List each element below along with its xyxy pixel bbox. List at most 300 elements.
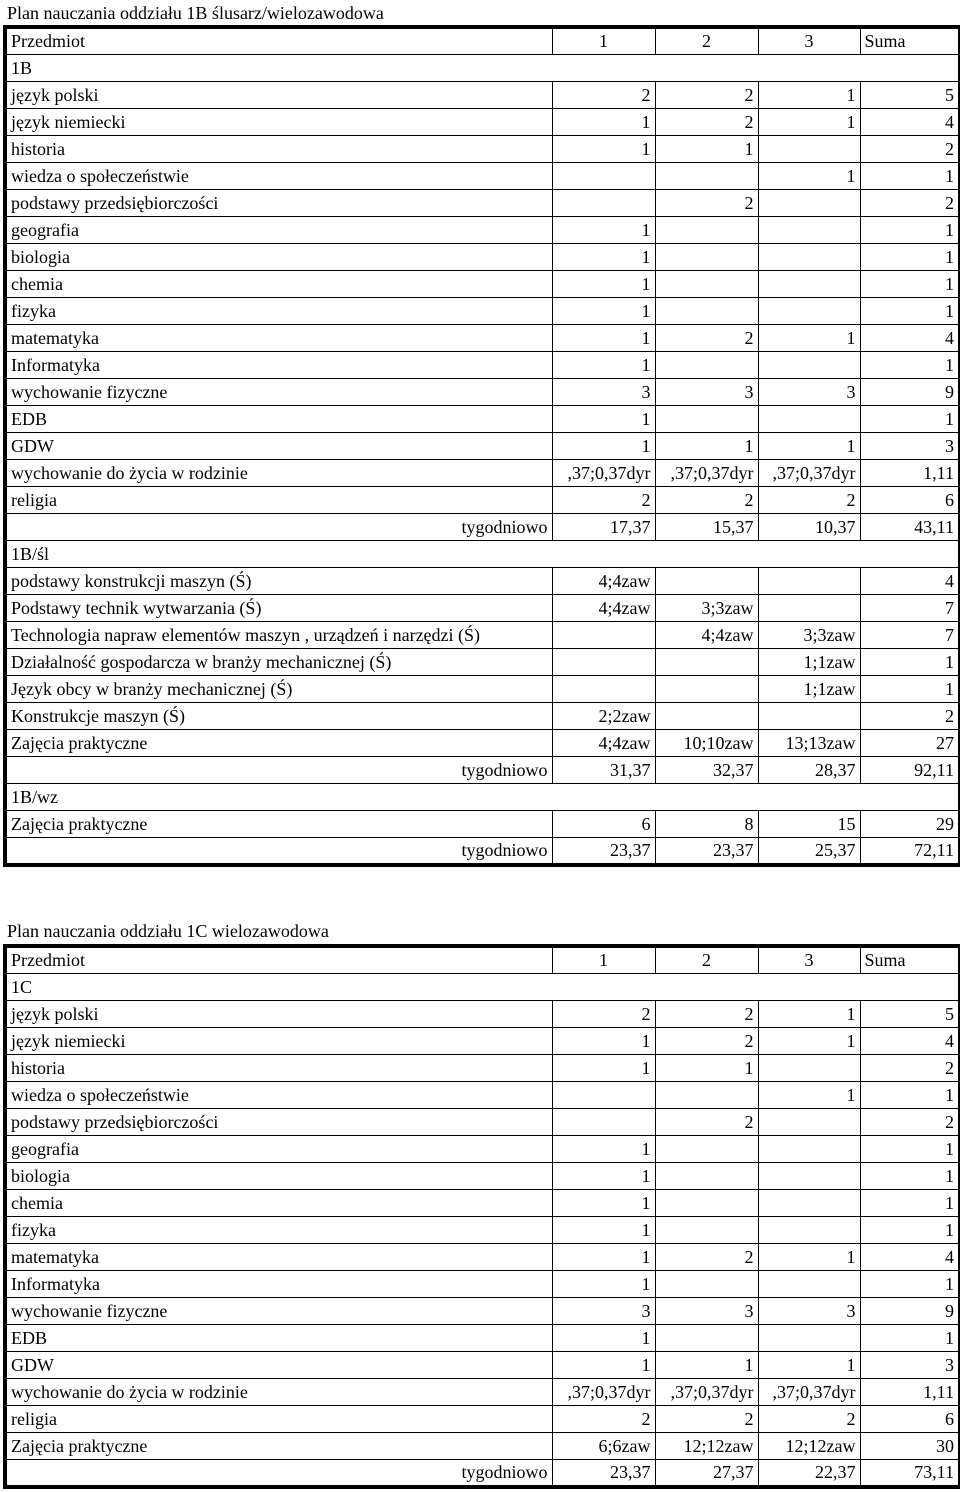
year-2-cell: 2: [655, 1028, 758, 1055]
table-row: [5, 622, 960, 649]
subject-cell: religia: [5, 1406, 552, 1433]
year-2-cell: 8: [655, 811, 758, 838]
year-2-cell: 2: [655, 1109, 758, 1136]
subject-cell: historia: [5, 136, 552, 163]
table-row: [5, 352, 960, 379]
year-1-cell: 2: [552, 1406, 655, 1433]
year-1-cell: 6: [552, 811, 655, 838]
year-1-cell: 3: [552, 379, 655, 406]
weekly-total-row: [5, 757, 960, 784]
table-row: [5, 190, 960, 217]
table-row: [5, 379, 960, 406]
sum-cell: 1: [860, 649, 960, 676]
table-row: [5, 1271, 960, 1298]
sum-cell: 30: [860, 1433, 960, 1460]
year-1-cell: 4;4zaw: [552, 595, 655, 622]
year-2-cell: 1: [655, 433, 758, 460]
header-year-1: 1: [552, 946, 655, 974]
year-1-cell: 2: [552, 487, 655, 514]
plan-1c-table: [3, 944, 960, 1489]
year-2-cell: [655, 1082, 758, 1109]
subject-cell: biologia: [5, 1163, 552, 1190]
year-3-cell: 28,37: [758, 757, 860, 784]
subject-cell: język niemiecki: [5, 1028, 552, 1055]
year-3-cell: [758, 190, 860, 217]
sum-cell: 4: [860, 109, 960, 136]
year-1-cell: ,37;0,37dyr: [552, 1379, 655, 1406]
year-3-cell: 1: [758, 1028, 860, 1055]
header-year-3: 3: [758, 946, 860, 974]
subject-cell: wychowanie do życia w rodzinie: [5, 1379, 552, 1406]
header-year-3: 3: [758, 27, 860, 55]
year-3-cell: [758, 595, 860, 622]
subject-cell: język polski: [5, 82, 552, 109]
year-2-cell: 2: [655, 109, 758, 136]
sum-cell: 5: [860, 82, 960, 109]
year-2-cell: [655, 217, 758, 244]
table-row: [5, 433, 960, 460]
year-1-cell: 1: [552, 109, 655, 136]
empty-cell: [655, 784, 758, 811]
table-row: [5, 271, 960, 298]
empty-cell: [860, 541, 960, 568]
year-3-cell: 1: [758, 163, 860, 190]
year-1-cell: 1: [552, 271, 655, 298]
year-3-cell: 1: [758, 1244, 860, 1271]
year-1-cell: 6;6zaw: [552, 1433, 655, 1460]
year-2-cell: [655, 244, 758, 271]
year-1-cell: 1: [552, 1190, 655, 1217]
weekly-total-row: [5, 514, 960, 541]
year-3-cell: [758, 1163, 860, 1190]
year-3-cell: 1;1zaw: [758, 649, 860, 676]
header-subject: Przedmiot: [5, 946, 552, 974]
subject-cell: geografia: [5, 1136, 552, 1163]
table-row: [5, 1244, 960, 1271]
year-2-cell: 2: [655, 1406, 758, 1433]
empty-cell: [552, 784, 655, 811]
year-3-cell: 1: [758, 1001, 860, 1028]
empty-cell: [860, 784, 960, 811]
table-row: [5, 1055, 960, 1082]
year-1-cell: [552, 1109, 655, 1136]
subject-cell: język polski: [5, 1001, 552, 1028]
subject-cell: Technologia napraw elementów maszyn , urządzeń i narzędzi (Ś): [5, 622, 552, 649]
year-1-cell: [552, 1082, 655, 1109]
year-2-cell: 2: [655, 1244, 758, 1271]
subject-cell: Język obcy w branży mechanicznej (Ś): [5, 676, 552, 703]
empty-cell: [655, 541, 758, 568]
sum-cell: 1: [860, 217, 960, 244]
year-3-cell: 3: [758, 1298, 860, 1325]
year-1-cell: 1: [552, 406, 655, 433]
table-row: [5, 1028, 960, 1055]
subject-cell: Informatyka: [5, 352, 552, 379]
year-1-cell: 1: [552, 244, 655, 271]
empty-cell: [552, 974, 655, 1001]
sum-cell: 1: [860, 1163, 960, 1190]
table-row: [5, 217, 960, 244]
year-1-cell: [552, 163, 655, 190]
table-row: [5, 1406, 960, 1433]
subject-cell: Konstrukcje maszyn (Ś): [5, 703, 552, 730]
empty-cell: [758, 541, 860, 568]
table-row: [5, 1190, 960, 1217]
year-2-cell: [655, 1271, 758, 1298]
sum-cell: 1: [860, 163, 960, 190]
year-1-cell: 1: [552, 136, 655, 163]
year-1-cell: 1: [552, 352, 655, 379]
sum-cell: 1: [860, 298, 960, 325]
year-2-cell: 10;10zaw: [655, 730, 758, 757]
year-2-cell: ,37;0,37dyr: [655, 460, 758, 487]
subject-cell: Zajęcia praktyczne: [5, 1433, 552, 1460]
subject-cell: wychowanie fizyczne: [5, 1298, 552, 1325]
year-2-cell: [655, 1136, 758, 1163]
table-row: [5, 595, 960, 622]
group-name: 1B: [5, 55, 552, 82]
sum-cell: 1: [860, 676, 960, 703]
sum-cell: 1,11: [860, 460, 960, 487]
plan-1c-title: Plan nauczania oddziału 1C wielozawodowa: [7, 921, 329, 941]
year-3-cell: 1: [758, 1082, 860, 1109]
group-header-row: [5, 55, 960, 82]
empty-cell: [758, 784, 860, 811]
sum-cell: 3: [860, 433, 960, 460]
year-1-cell: 1: [552, 298, 655, 325]
year-3-cell: 2: [758, 487, 860, 514]
weekly-total-row: [5, 838, 960, 866]
weekly-total-label: tygodniowo: [5, 838, 552, 866]
year-3-cell: ,37;0,37dyr: [758, 460, 860, 487]
year-3-cell: [758, 1271, 860, 1298]
table-row: [5, 109, 960, 136]
year-2-cell: [655, 1325, 758, 1352]
year-3-cell: 2: [758, 1406, 860, 1433]
year-1-cell: ,37;0,37dyr: [552, 460, 655, 487]
empty-cell: [552, 541, 655, 568]
year-1-cell: 2: [552, 82, 655, 109]
year-3-cell: [758, 271, 860, 298]
year-1-cell: 1: [552, 325, 655, 352]
year-1-cell: 23,37: [552, 1460, 655, 1488]
sum-cell: 2: [860, 1109, 960, 1136]
subject-cell: wiedza o społeczeństwie: [5, 163, 552, 190]
subject-cell: Podstawy technik wytwarzania (Ś): [5, 595, 552, 622]
sum-cell: 72,11: [860, 838, 960, 866]
year-3-cell: [758, 1190, 860, 1217]
sum-cell: 1: [860, 244, 960, 271]
table-row: [5, 163, 960, 190]
subject-cell: język niemiecki: [5, 109, 552, 136]
sum-cell: 3: [860, 1352, 960, 1379]
year-1-cell: 1: [552, 217, 655, 244]
year-1-cell: 1: [552, 1136, 655, 1163]
year-3-cell: 3;3zaw: [758, 622, 860, 649]
subject-cell: podstawy konstrukcji maszyn (Ś): [5, 568, 552, 595]
sum-cell: 4: [860, 1244, 960, 1271]
sum-cell: 29: [860, 811, 960, 838]
year-2-cell: [655, 271, 758, 298]
year-2-cell: [655, 568, 758, 595]
year-3-cell: [758, 1055, 860, 1082]
year-2-cell: 2: [655, 190, 758, 217]
sum-cell: 2: [860, 703, 960, 730]
year-3-cell: 1: [758, 109, 860, 136]
table-row: [5, 703, 960, 730]
subject-cell: EDB: [5, 406, 552, 433]
year-1-cell: 1: [552, 433, 655, 460]
year-2-cell: 1: [655, 1352, 758, 1379]
empty-cell: [758, 55, 860, 82]
year-2-cell: 2: [655, 82, 758, 109]
year-1-cell: 4;4zaw: [552, 730, 655, 757]
subject-cell: Informatyka: [5, 1271, 552, 1298]
subject-cell: historia: [5, 1055, 552, 1082]
year-1-cell: 23,37: [552, 838, 655, 866]
sum-cell: 2: [860, 1055, 960, 1082]
subject-cell: geografia: [5, 217, 552, 244]
year-3-cell: 1: [758, 1352, 860, 1379]
sum-cell: 6: [860, 487, 960, 514]
subject-cell: chemia: [5, 271, 552, 298]
table-row: [5, 298, 960, 325]
empty-cell: [655, 974, 758, 1001]
sum-cell: 2: [860, 136, 960, 163]
table-row: [5, 568, 960, 595]
table-row: [5, 1325, 960, 1352]
header-year-2: 2: [655, 27, 758, 55]
empty-cell: [860, 55, 960, 82]
year-2-cell: 1: [655, 1055, 758, 1082]
subject-cell: EDB: [5, 1325, 552, 1352]
year-2-cell: 15,37: [655, 514, 758, 541]
year-1-cell: [552, 622, 655, 649]
table-row: [5, 1433, 960, 1460]
table-row: [5, 244, 960, 271]
year-2-cell: [655, 163, 758, 190]
subject-cell: wiedza o społeczeństwie: [5, 1082, 552, 1109]
year-3-cell: 1: [758, 82, 860, 109]
year-3-cell: [758, 406, 860, 433]
header-sum: Suma: [860, 946, 960, 974]
year-1-cell: 4;4zaw: [552, 568, 655, 595]
table-row: [5, 1001, 960, 1028]
subject-cell: GDW: [5, 1352, 552, 1379]
year-2-cell: ,37;0,37dyr: [655, 1379, 758, 1406]
year-1-cell: 1: [552, 1217, 655, 1244]
year-2-cell: 2: [655, 325, 758, 352]
weekly-total-label: tygodniowo: [5, 514, 552, 541]
sum-cell: 1: [860, 1190, 960, 1217]
empty-cell: [758, 974, 860, 1001]
empty-cell: [860, 974, 960, 1001]
group-name: 1B/śl: [5, 541, 552, 568]
year-2-cell: 1: [655, 136, 758, 163]
table-row: [5, 325, 960, 352]
year-2-cell: [655, 703, 758, 730]
year-3-cell: [758, 217, 860, 244]
year-1-cell: 1: [552, 1325, 655, 1352]
subject-cell: matematyka: [5, 325, 552, 352]
sum-cell: 27: [860, 730, 960, 757]
year-3-cell: [758, 244, 860, 271]
year-2-cell: 27,37: [655, 1460, 758, 1488]
empty-cell: [655, 55, 758, 82]
table-row: [5, 406, 960, 433]
plan-1b-title: Plan nauczania oddziału 1B ślusarz/wielozawodowa: [7, 3, 384, 23]
sum-cell: 1: [860, 1217, 960, 1244]
year-2-cell: 12;12zaw: [655, 1433, 758, 1460]
year-3-cell: [758, 1325, 860, 1352]
sum-cell: 4: [860, 1028, 960, 1055]
year-2-cell: [655, 352, 758, 379]
sum-cell: 1: [860, 1136, 960, 1163]
empty-cell: [552, 55, 655, 82]
weekly-total-label: tygodniowo: [5, 757, 552, 784]
sum-cell: 1: [860, 406, 960, 433]
year-3-cell: [758, 136, 860, 163]
year-3-cell: [758, 703, 860, 730]
weekly-total-label: tygodniowo: [5, 1460, 552, 1488]
plan-1b-table: [3, 25, 960, 867]
sum-cell: 1: [860, 271, 960, 298]
year-3-cell: [758, 298, 860, 325]
year-1-cell: 1: [552, 1028, 655, 1055]
sum-cell: 43,11: [860, 514, 960, 541]
year-3-cell: ,37;0,37dyr: [758, 1379, 860, 1406]
year-3-cell: [758, 568, 860, 595]
year-2-cell: 3;3zaw: [655, 595, 758, 622]
year-2-cell: [655, 1217, 758, 1244]
group-header-row: [5, 784, 960, 811]
table-row: [5, 730, 960, 757]
year-2-cell: [655, 1163, 758, 1190]
subject-cell: fizyka: [5, 1217, 552, 1244]
subject-cell: fizyka: [5, 298, 552, 325]
table-row: [5, 1217, 960, 1244]
year-3-cell: 10,37: [758, 514, 860, 541]
sum-cell: 92,11: [860, 757, 960, 784]
year-3-cell: 1: [758, 325, 860, 352]
year-3-cell: [758, 1217, 860, 1244]
table-header-row: [5, 27, 960, 55]
sum-cell: 4: [860, 568, 960, 595]
year-1-cell: 1: [552, 1055, 655, 1082]
year-3-cell: 15: [758, 811, 860, 838]
year-2-cell: 4;4zaw: [655, 622, 758, 649]
group-header-row: [5, 541, 960, 568]
year-2-cell: 23,37: [655, 838, 758, 866]
subject-cell: chemia: [5, 1190, 552, 1217]
year-3-cell: 1;1zaw: [758, 676, 860, 703]
table-row: [5, 460, 960, 487]
year-1-cell: [552, 676, 655, 703]
year-2-cell: 3: [655, 1298, 758, 1325]
table-row: [5, 1082, 960, 1109]
subject-cell: biologia: [5, 244, 552, 271]
year-2-cell: 32,37: [655, 757, 758, 784]
group-name: 1B/wz: [5, 784, 552, 811]
table-row: [5, 1136, 960, 1163]
subject-cell: Zajęcia praktyczne: [5, 730, 552, 757]
group-header-row: [5, 974, 960, 1001]
year-1-cell: 1: [552, 1352, 655, 1379]
table-row: [5, 811, 960, 838]
year-1-cell: [552, 649, 655, 676]
sum-cell: 73,11: [860, 1460, 960, 1488]
year-1-cell: 2: [552, 1001, 655, 1028]
year-3-cell: [758, 352, 860, 379]
subject-cell: Zajęcia praktyczne: [5, 811, 552, 838]
sum-cell: 1: [860, 1325, 960, 1352]
header-year-2: 2: [655, 946, 758, 974]
year-2-cell: [655, 649, 758, 676]
weekly-total-row: [5, 1460, 960, 1488]
table-header-row: [5, 946, 960, 974]
year-3-cell: 3: [758, 379, 860, 406]
year-2-cell: [655, 1190, 758, 1217]
year-2-cell: [655, 298, 758, 325]
year-2-cell: [655, 676, 758, 703]
year-2-cell: 2: [655, 1001, 758, 1028]
sum-cell: 2: [860, 190, 960, 217]
year-1-cell: 1: [552, 1244, 655, 1271]
sum-cell: 1,11: [860, 1379, 960, 1406]
year-3-cell: 1: [758, 433, 860, 460]
sum-cell: 6: [860, 1406, 960, 1433]
table-row: [5, 1379, 960, 1406]
header-sum: Suma: [860, 27, 960, 55]
table-row: [5, 649, 960, 676]
header-subject: Przedmiot: [5, 27, 552, 55]
year-1-cell: 31,37: [552, 757, 655, 784]
subject-cell: religia: [5, 487, 552, 514]
sum-cell: 7: [860, 622, 960, 649]
year-2-cell: [655, 406, 758, 433]
year-3-cell: 25,37: [758, 838, 860, 866]
year-3-cell: [758, 1136, 860, 1163]
subject-cell: GDW: [5, 433, 552, 460]
subject-cell: Działalność gospodarcza w branży mechanicznej (Ś): [5, 649, 552, 676]
sum-cell: 9: [860, 1298, 960, 1325]
year-1-cell: 1: [552, 1271, 655, 1298]
year-1-cell: 3: [552, 1298, 655, 1325]
group-name: 1C: [5, 974, 552, 1001]
year-2-cell: 2: [655, 487, 758, 514]
year-1-cell: 1: [552, 1163, 655, 1190]
year-2-cell: 3: [655, 379, 758, 406]
subject-cell: wychowanie do życia w rodzinie: [5, 460, 552, 487]
subject-cell: matematyka: [5, 1244, 552, 1271]
table-row: [5, 1109, 960, 1136]
year-1-cell: 2;2zaw: [552, 703, 655, 730]
table-row: [5, 1352, 960, 1379]
table-row: [5, 1298, 960, 1325]
table-row: [5, 487, 960, 514]
sum-cell: 1: [860, 1082, 960, 1109]
sum-cell: 1: [860, 352, 960, 379]
subject-cell: podstawy przedsiębiorczości: [5, 190, 552, 217]
year-1-cell: [552, 190, 655, 217]
subject-cell: wychowanie fizyczne: [5, 379, 552, 406]
year-1-cell: 17,37: [552, 514, 655, 541]
header-year-1: 1: [552, 27, 655, 55]
year-3-cell: 12;12zaw: [758, 1433, 860, 1460]
sum-cell: 5: [860, 1001, 960, 1028]
year-3-cell: 22,37: [758, 1460, 860, 1488]
sum-cell: 4: [860, 325, 960, 352]
